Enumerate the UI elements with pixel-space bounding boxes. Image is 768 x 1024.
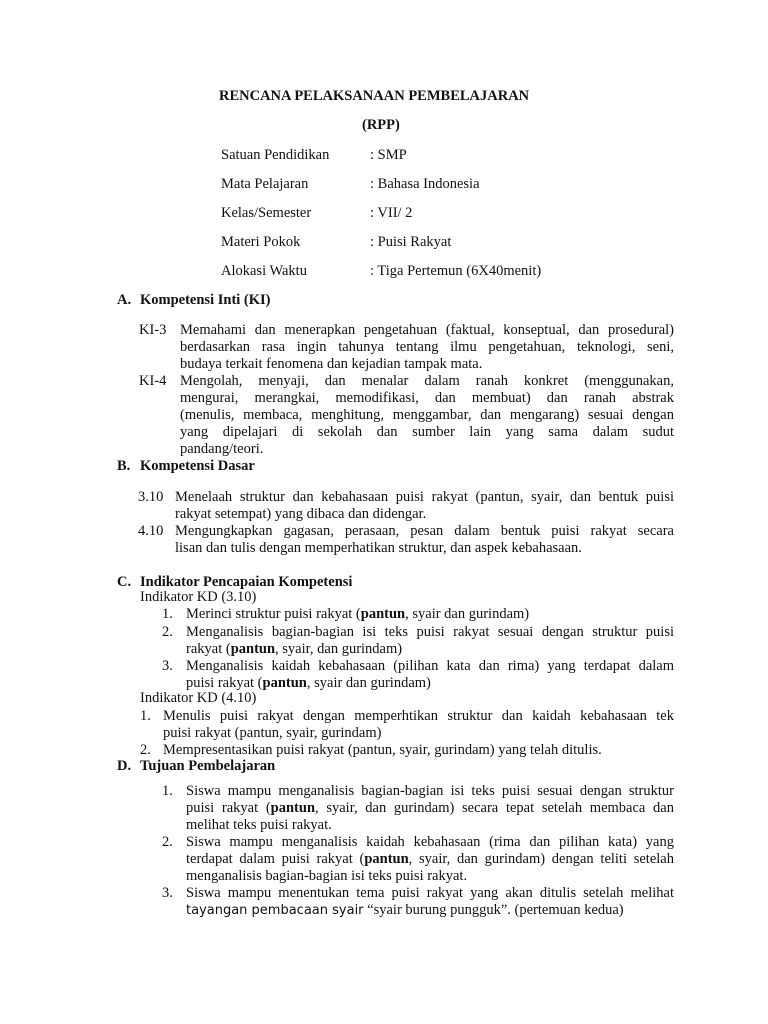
goal-text: melihat teks puisi rakyat. bbox=[186, 817, 332, 833]
indicator-kd410-label: Indikator KD (4.10) bbox=[140, 690, 257, 706]
indicator-text: puisi rakyat (pantun, syair dan gurindam) bbox=[186, 675, 431, 691]
ki4-line: (menulis, membaca, menghitung, menggambar, dan mengarang) sesuai dengan bbox=[180, 407, 674, 423]
indicator-text: puisi rakyat (pantun, syair, gurindam) bbox=[163, 725, 382, 741]
section-b-letter: B. bbox=[117, 458, 131, 474]
kd410-line: Mengungkapkan gagasan, perasaan, pesan dalam bentuk puisi rakyat secara bbox=[175, 523, 674, 539]
ki3-code: KI-3 bbox=[139, 322, 167, 338]
info-value: : Bahasa Indonesia bbox=[370, 176, 480, 192]
section-a-heading: Kompetensi Inti (KI) bbox=[140, 292, 271, 308]
indicator-number: 3. bbox=[162, 658, 173, 674]
kd310-code: 3.10 bbox=[138, 489, 164, 505]
section-d-heading: Tujuan Pembelajaran bbox=[140, 758, 276, 774]
goal-number: 2. bbox=[162, 834, 173, 850]
info-value: : SMP bbox=[370, 147, 407, 163]
indicator-text: Mempresentasikan puisi rakyat (pantun, syair, gurindam) yang telah ditulis. bbox=[163, 742, 602, 758]
indicator-number: 2. bbox=[162, 624, 173, 640]
ki4-code: KI-4 bbox=[139, 373, 167, 389]
info-value: : Tiga Pertemun (6X40menit) bbox=[370, 263, 542, 279]
goal-number: 1. bbox=[162, 783, 173, 799]
info-label: Alokasi Waktu bbox=[221, 263, 307, 279]
document-subtitle: (RPP) bbox=[362, 117, 400, 133]
ki4-line: Mengolah, menyaji, dan menalar dalam ranah konkret (menggunakan, bbox=[180, 373, 674, 389]
goal-text: Siswa mampu menentukan tema puisi rakyat yang akan ditulis setelah melihat bbox=[186, 885, 674, 901]
ki3-line: Memahami dan menerapkan pengetahuan (faktual, konseptual, dan prosedural) bbox=[180, 322, 674, 338]
kd310-line: Menelaah struktur dan kebahasaan puisi rakyat (pantun, syair, dan bentuk puisi bbox=[175, 489, 674, 505]
info-label: Satuan Pendidikan bbox=[221, 147, 330, 163]
goal-text: menganalisis bagian-bagian isi teks puisi rakyat. bbox=[186, 868, 468, 884]
ki4-line: pandang/teori. bbox=[180, 441, 264, 457]
goal-text: Siswa mampu menganalisis kaidah kebahasaan (rima dan pilihan kata) yang bbox=[186, 834, 674, 850]
ki3-line: berdasarkan rasa ingin tahunya tentang ilmu pengetahuan, teknologi, seni, bbox=[180, 339, 674, 355]
goal-text: puisi rakyat (pantun, syair, dan gurindam) secara tepat setelah membaca dan bbox=[186, 800, 674, 816]
goal-text: terdapat dalam puisi rakyat (pantun, syair, dan gurindam) dengan teliti setelah bbox=[186, 851, 674, 867]
goal-text: tayangan pembacaan syair “syair burung pungguk”. (pertemuan kedua) bbox=[186, 902, 624, 918]
section-b-heading: Kompetensi Dasar bbox=[140, 458, 255, 474]
document-title: RENCANA PELAKSANAAN PEMBELAJARAN bbox=[219, 88, 530, 104]
indicator-number: 1. bbox=[162, 606, 173, 622]
indicator-text: Merinci struktur puisi rakyat (pantun, syair dan gurindam) bbox=[186, 606, 530, 622]
indicator-text: Menganalisis bagian-bagian isi teks puisi rakyat sesuai dengan struktur puisi bbox=[186, 624, 674, 640]
info-label: Mata Pelajaran bbox=[221, 176, 309, 192]
indicator-kd310-label: Indikator KD (3.10) bbox=[140, 589, 257, 605]
ki3-line: budaya terkait fenomena dan kejadian tampak mata. bbox=[180, 356, 483, 372]
indicator-number: 2. bbox=[140, 742, 151, 758]
section-a-letter: A. bbox=[117, 292, 132, 308]
info-label: Kelas/Semester bbox=[221, 205, 312, 221]
indicator-text: Menulis puisi rakyat dengan memperhtikan struktur dan kaidah kebahasaan tek bbox=[163, 708, 674, 724]
info-value: : Puisi Rakyat bbox=[370, 234, 452, 250]
section-c-letter: C. bbox=[117, 574, 132, 590]
section-d-letter: D. bbox=[117, 758, 132, 774]
info-label: Materi Pokok bbox=[221, 234, 301, 250]
section-c-heading: Indikator Pencapaian Kompetensi bbox=[140, 574, 353, 590]
ki4-line: mengurai, merangkai, memodifikasi, dan membuat) dan ranah abstrak bbox=[180, 390, 674, 406]
kd410-code: 4.10 bbox=[138, 523, 164, 539]
kd310-line: rakyat setempat) yang dibaca dan didengar. bbox=[175, 506, 427, 522]
kd410-line: lisan dan tulis dengan memperhatikan struktur, dan aspek kebahasaan. bbox=[175, 540, 582, 556]
indicator-text: rakyat (pantun, syair, dan gurindam) bbox=[186, 641, 403, 657]
ki4-line: yang dipelajari di sekolah dan sumber lain yang sama dalam sudut bbox=[180, 424, 674, 440]
goal-number: 3. bbox=[162, 885, 173, 901]
indicator-text: Menganalisis kaidah kebahasaan (pilihan kata dan rima) yang terdapat dalam bbox=[186, 658, 674, 674]
info-value: : VII/ 2 bbox=[370, 205, 413, 221]
goal-text: Siswa mampu menganalisis bagian-bagian isi teks puisi sesuai dengan struktur bbox=[186, 783, 674, 799]
indicator-number: 1. bbox=[140, 708, 151, 724]
